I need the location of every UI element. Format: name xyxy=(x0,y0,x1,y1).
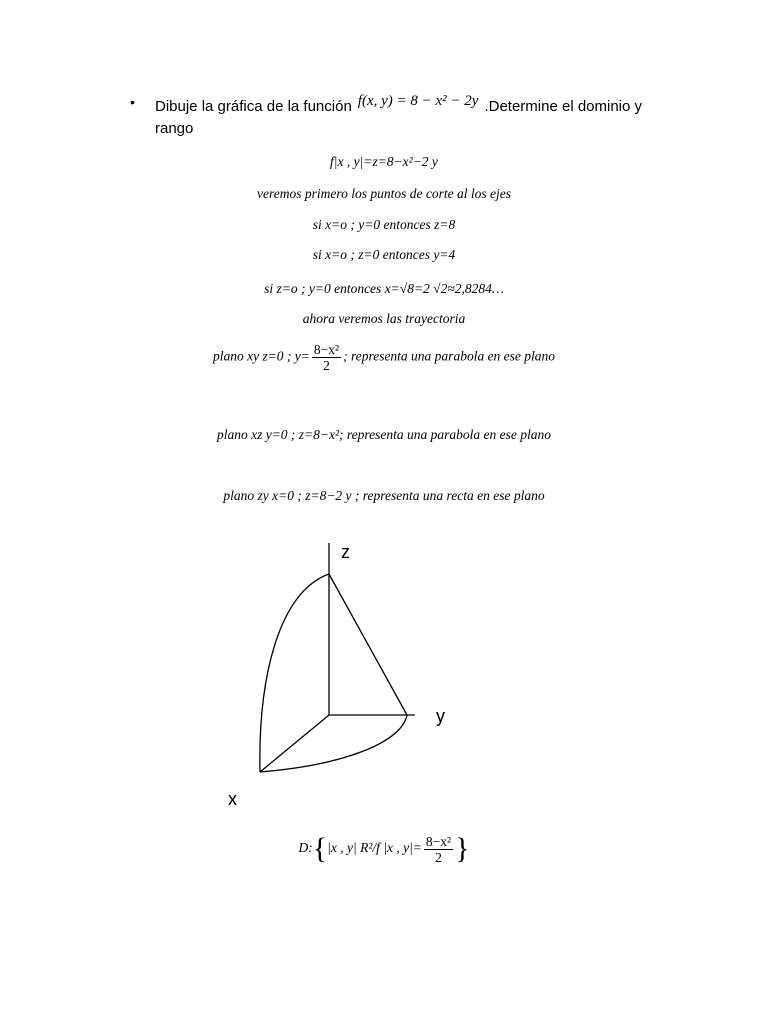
y-axis-label: y xyxy=(436,706,445,726)
domain-numerator: 8−x² xyxy=(425,833,452,849)
question-suffix: .Determine el dominio y rango xyxy=(155,98,643,137)
intercept-z: si x=o ; y=0 entonces z=8 xyxy=(312,217,456,232)
plane-xy-denominator: 2 xyxy=(323,358,330,373)
function-formula: f(x, y) = 8 − x² − 2y xyxy=(357,93,479,109)
intercept-x: si z=o ; y=0 entonces x=√8=2 √2≈2,8284… xyxy=(264,281,504,296)
intercepts-intro: veremos primero los puntos de corte al los ejes xyxy=(257,186,511,201)
domain-prefix: D: xyxy=(298,840,313,856)
domain-fraction xyxy=(424,834,453,865)
xy-trace-parabola xyxy=(260,715,407,772)
trajectories-intro: ahora veremos las trayectoria xyxy=(302,311,466,326)
plane-zy-line: plano zy x=0 ; z=8−2 y ; representa una recta en ese plano xyxy=(223,488,545,503)
domain-close-brace: } xyxy=(455,832,470,865)
plane-xy-suffix: ; representa una parabola en ese plano xyxy=(343,348,556,364)
plane-xy-prefix: plano xy z=0 ; y= xyxy=(212,348,310,364)
z-axis-label: z xyxy=(341,542,350,562)
domain-open-brace: { xyxy=(312,832,328,865)
plane-xy-numerator: 8−x² xyxy=(313,342,340,357)
domain-body: |x , y| R²/f |x , y|= xyxy=(327,840,422,856)
function-definition: f|x , y|=z=8−x²−2 y xyxy=(330,154,438,169)
intercept-y: si x=o ; z=0 entonces y=4 xyxy=(312,247,456,262)
bullet: • xyxy=(130,94,135,110)
x-axis-label: x xyxy=(228,789,237,809)
zy-trace-line xyxy=(329,574,407,715)
domain-line xyxy=(0,832,768,866)
domain-denominator: 2 xyxy=(435,849,442,865)
question-prefix: Dibuje la gráfica de la función xyxy=(155,98,352,115)
xz-trace-parabola xyxy=(260,574,329,772)
plane-xz-line: plano xz y=0 ; z=8−x²; representa una parabola en ese plano xyxy=(216,427,552,442)
